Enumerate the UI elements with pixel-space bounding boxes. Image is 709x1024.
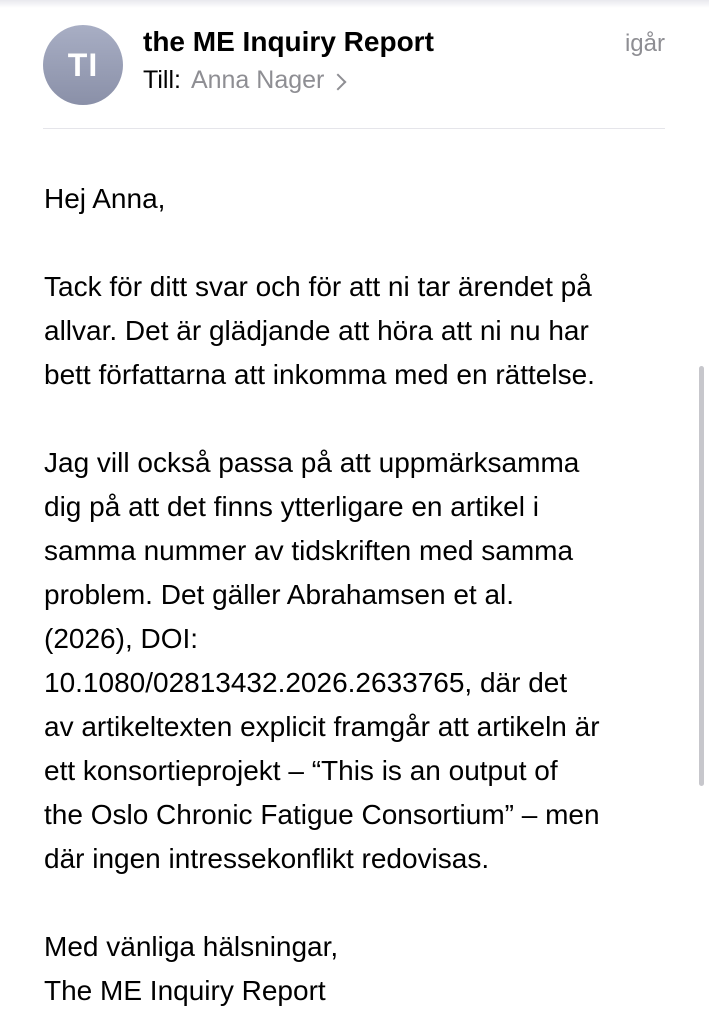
body-line: allvar. Det är glädjande att höra att ni nu har bbox=[44, 315, 589, 346]
recipient-row[interactable] bbox=[143, 66, 344, 95]
body-line: samma nummer av tidskriften med samma bbox=[44, 535, 574, 566]
sender-name[interactable]: the ME Inquiry Report bbox=[143, 26, 434, 57]
signature: The ME Inquiry Report bbox=[44, 975, 326, 1006]
top-edge-shadow bbox=[0, 0, 709, 8]
avatar[interactable] bbox=[43, 25, 123, 105]
to-label: Till: bbox=[143, 66, 181, 94]
closing: Med vänliga hälsningar, bbox=[44, 931, 339, 962]
body-line: problem. Det gäller Abrahamsen et al. bbox=[44, 579, 515, 610]
header-divider bbox=[43, 128, 665, 129]
body-line: bett författarna att inkomma med en rättelse. bbox=[44, 359, 595, 390]
body-line: 10.1080/02813432.2026.2633765, där det bbox=[44, 667, 568, 698]
body-line: (2026), DOI: bbox=[44, 623, 199, 654]
paragraph-1 bbox=[44, 265, 684, 397]
body-line: Tack för ditt svar och för att ni tar ärendet på bbox=[44, 271, 592, 302]
chevron-right-icon[interactable] bbox=[330, 73, 347, 90]
email-body bbox=[44, 177, 684, 1013]
avatar-initials: TI bbox=[67, 46, 99, 83]
scrollbar[interactable] bbox=[699, 366, 704, 786]
email-date: igår bbox=[624, 30, 665, 57]
paragraph-2 bbox=[44, 441, 684, 881]
body-line: av artikeltexten explicit framgår att artikeln är bbox=[44, 711, 600, 742]
recipient-name[interactable]: Anna Nager bbox=[190, 66, 325, 94]
body-line: Jag vill också passa på att uppmärksamma bbox=[44, 447, 580, 478]
body-line: the Oslo Chronic Fatigue Consortium” – men bbox=[44, 799, 600, 830]
body-line: ett konsortieprojekt – “This is an output of bbox=[44, 755, 558, 786]
body-line: där ingen intressekonflikt redovisas. bbox=[44, 843, 490, 874]
body-line: dig på att det finns ytterligare en artikel i bbox=[44, 491, 539, 522]
greeting: Hej Anna, bbox=[44, 183, 166, 214]
